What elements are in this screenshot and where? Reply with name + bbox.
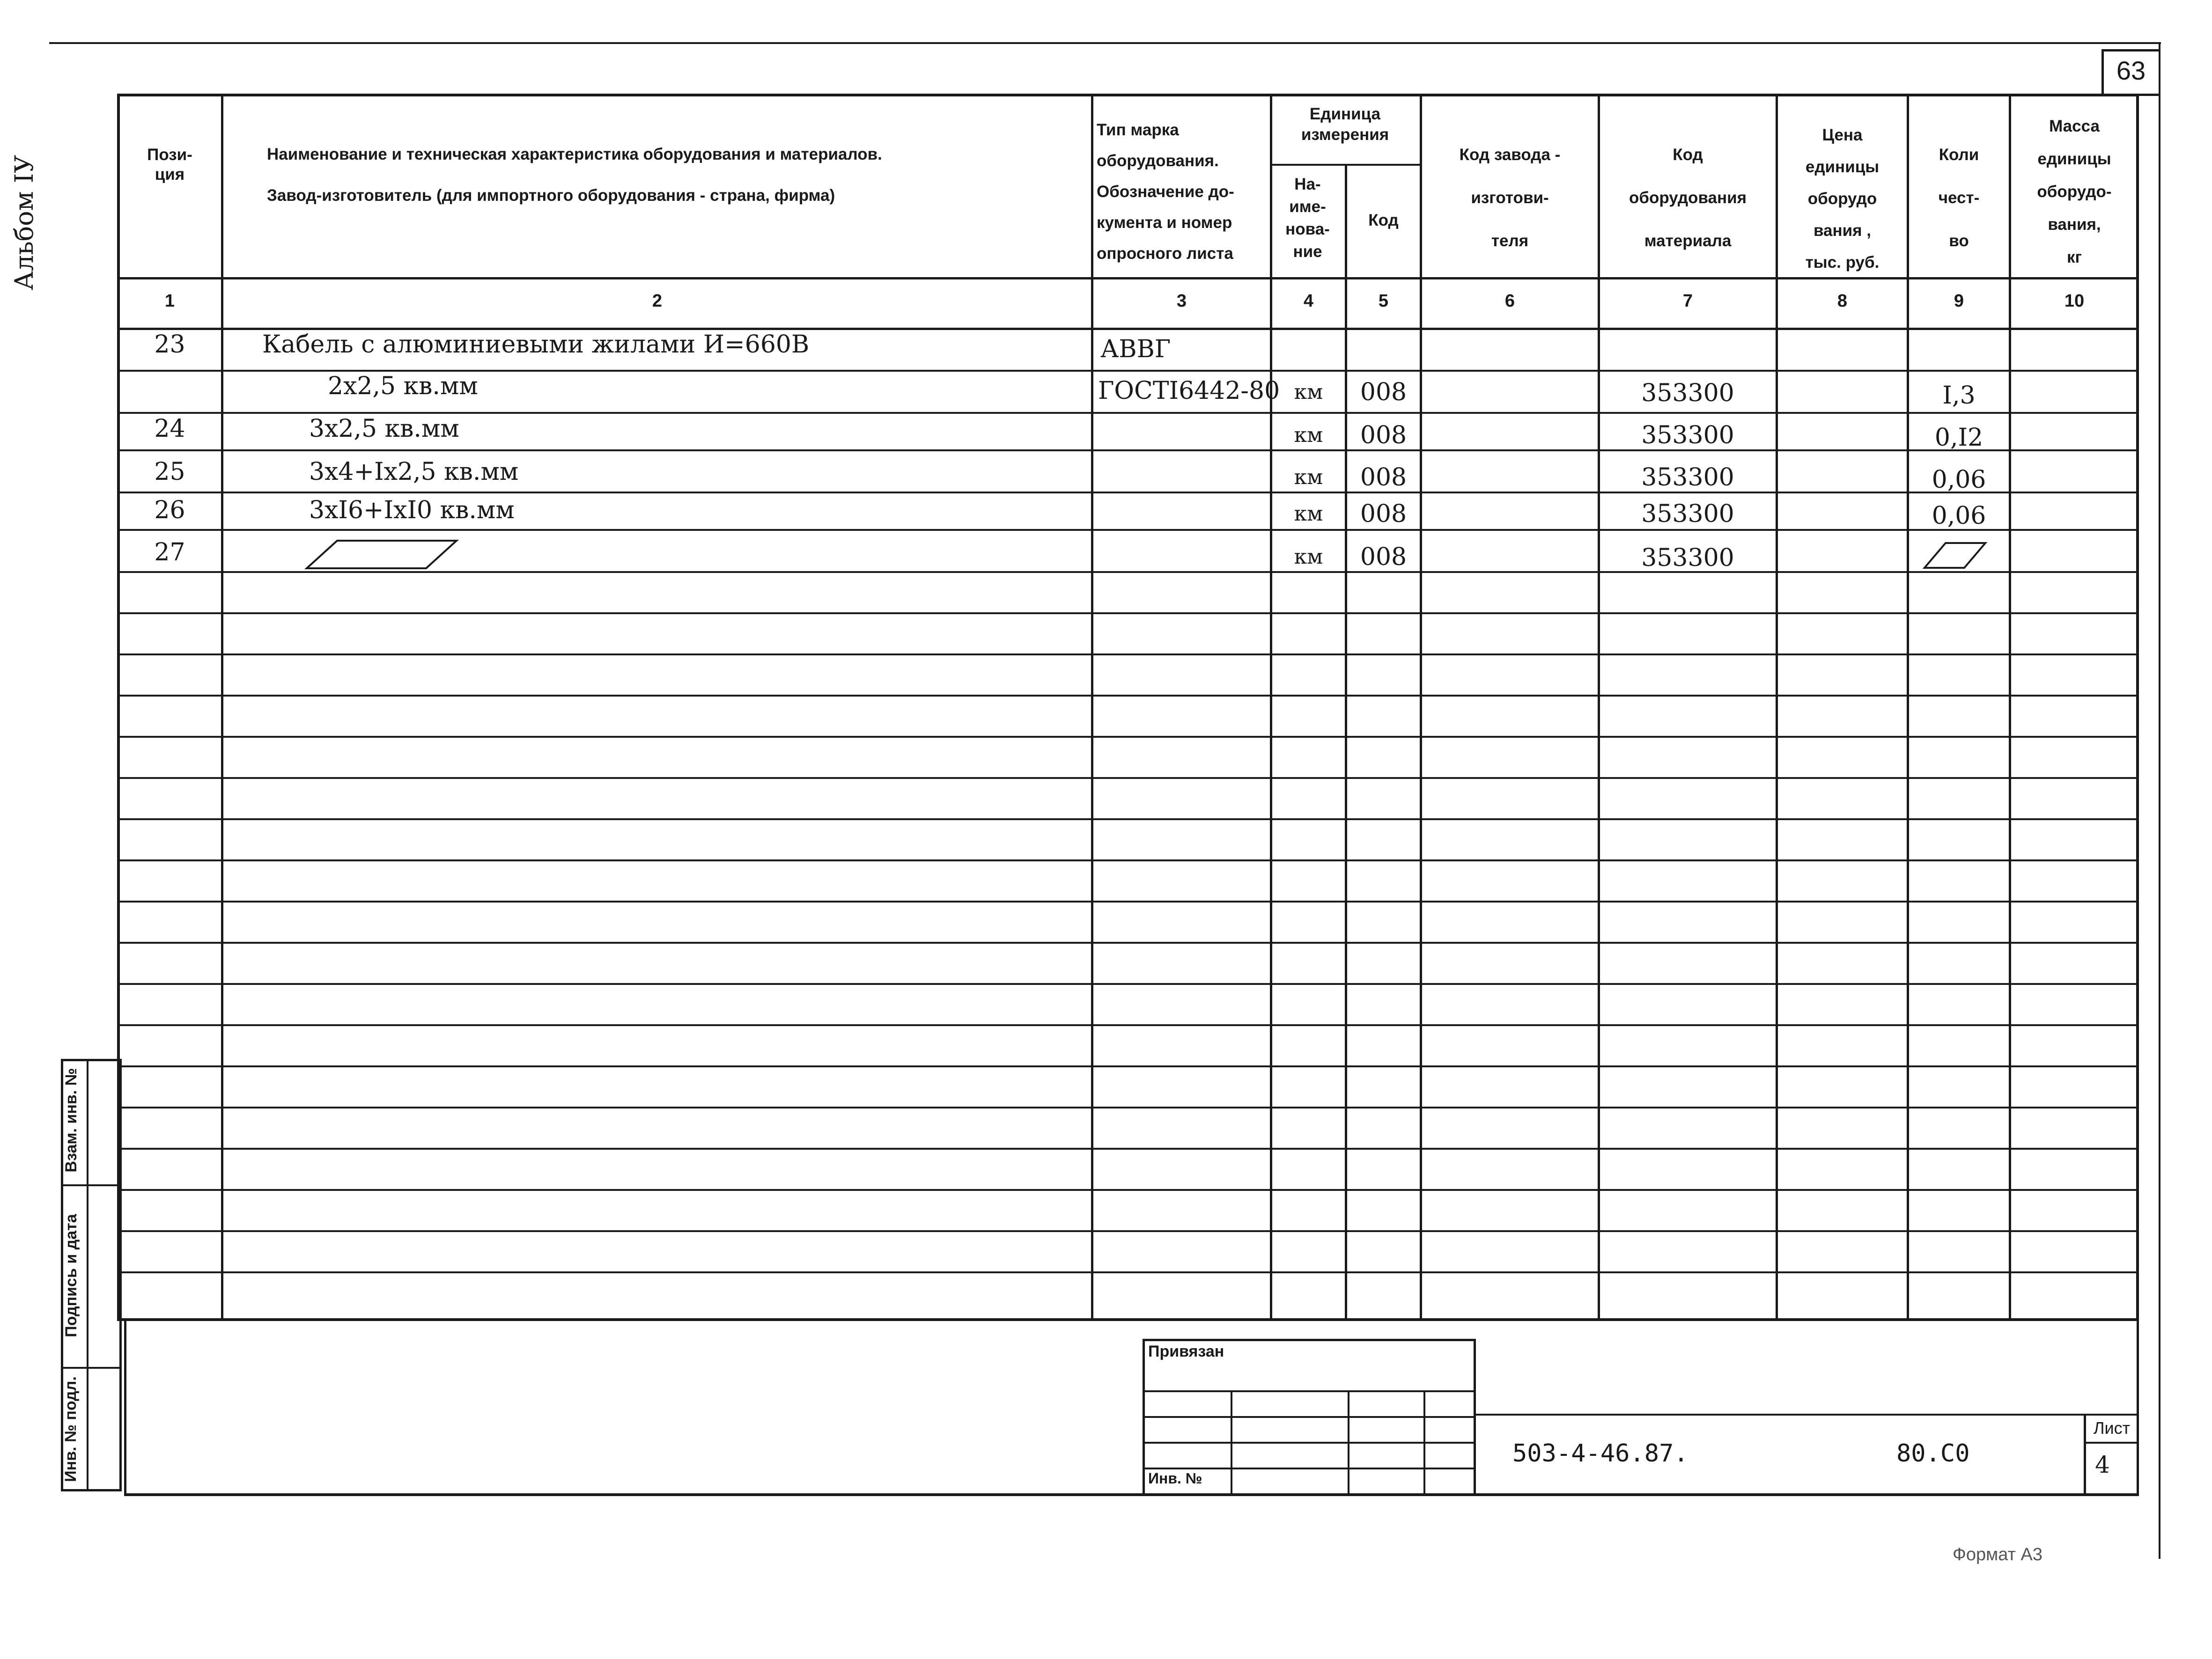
doc-code: 503-4-46.87. [1512, 1439, 1688, 1468]
row-line [117, 529, 2139, 531]
col-number: 6 [1504, 291, 1515, 311]
col-line-5 [1420, 94, 1422, 1321]
col-number: 2 [652, 291, 663, 311]
col-number: 9 [1954, 291, 1964, 311]
row-line [117, 449, 2139, 451]
side-label-signature-date: Подпись и дата [62, 1214, 80, 1337]
privyazan-label: Привязан [1148, 1343, 1224, 1360]
sheet-number: 4 [2095, 1451, 2110, 1478]
col-number: 5 [1378, 291, 1389, 311]
col4-header: На- име- нова- ние [1285, 175, 1330, 261]
row-unit-code: 008 [1360, 500, 1407, 528]
row-line [117, 1230, 2139, 1232]
row-line [117, 653, 2139, 655]
page-number: 63 [2116, 56, 2146, 85]
row-name: Кабель с алюминиевыми жилами И=660В [262, 330, 810, 359]
row-line [117, 1107, 2139, 1108]
row-line [117, 859, 2139, 861]
row-line [117, 612, 2139, 614]
row-qty: 0,I2 [1934, 424, 1983, 452]
row-line [117, 412, 2139, 414]
col-number: 7 [1682, 291, 1693, 311]
col9-header: Коли чест- во [1938, 146, 1980, 250]
row-type: АВВГ [1100, 335, 1171, 363]
col-number: 10 [2064, 291, 2085, 311]
sheet-box-line [2084, 1442, 2139, 1444]
side-label-inv-orig: Инв. № подл. [62, 1376, 80, 1482]
row-line [117, 1148, 2139, 1150]
row-line [117, 1271, 2139, 1273]
doc-code-line [1476, 1414, 2139, 1416]
col2-header: Наименование и техническая характеристика оборудования и материалов. Завод-изготовитель (для импортного оборудования - страна, фирма) [267, 145, 882, 205]
doc-section: 80.С0 [1896, 1439, 1970, 1468]
row-line [117, 777, 2139, 779]
col-line-1 [221, 94, 223, 1321]
row-line [117, 942, 2139, 944]
privyazan-vline [1423, 1390, 1425, 1496]
row-position: 26 [154, 496, 185, 524]
privyazan-vline [1348, 1390, 1349, 1496]
row-unit-code: 008 [1360, 543, 1407, 571]
format-label: Формат А3 [1953, 1545, 2043, 1564]
album-label: Альбом IУ [9, 154, 39, 290]
row-line [117, 1065, 2139, 1067]
row-qty: 0,06 [1932, 466, 1986, 494]
row-equip-code: 353300 [1641, 421, 1734, 449]
row-line [117, 571, 2139, 573]
row-unit: км [1294, 423, 1323, 447]
row-position: 27 [154, 538, 185, 566]
empty-mark-parallelogram [304, 538, 459, 571]
row-name: 3хI6+IхI0 кв.мм [309, 496, 515, 524]
privyazan-line [1143, 1416, 1476, 1418]
row-unit-code: 008 [1360, 378, 1407, 406]
col-number: 8 [1837, 291, 1848, 311]
col-number: 1 [164, 291, 175, 311]
row-type: ГОСТI6442-80 [1098, 377, 1280, 405]
col-line-2 [1091, 94, 1093, 1321]
col-line-8 [1907, 94, 1909, 1321]
side-stamp-divider [87, 1059, 88, 1491]
privyazan-line [1143, 1442, 1476, 1444]
col-number: 4 [1303, 291, 1314, 311]
col-line-9 [2009, 94, 2011, 1321]
row-unit: км [1294, 545, 1323, 569]
row-name: 3х4+Iх2,5 кв.мм [309, 458, 519, 486]
col6-header: Код завода - изготови- теля [1459, 146, 1561, 250]
row-line [117, 901, 2139, 903]
col-line-6 [1598, 94, 1600, 1321]
col3-header: Тип марка оборудования. Обозначение до- кумента и номер опросного листа [1097, 121, 1234, 263]
privyazan-line [1143, 1390, 1476, 1392]
privyazan-line [1143, 1468, 1476, 1469]
col8-header: Цена единицы оборудо вания , тыс. руб. [1805, 126, 1880, 272]
row-line [117, 983, 2139, 985]
row-line [117, 736, 2139, 738]
row-name: 3х2,5 кв.мм [309, 415, 459, 443]
colnum-bottom-line [117, 328, 2139, 330]
row-position: 23 [154, 330, 185, 359]
col-line-3 [1270, 94, 1272, 1321]
row-line [117, 1189, 2139, 1191]
row-line [117, 695, 2139, 697]
side-label-replace-inv: Взам. инв. № [62, 1068, 80, 1173]
col1-header: Пози- ция [147, 146, 192, 184]
sheet-label: Лист [2093, 1418, 2131, 1438]
privyazan-vline [1231, 1390, 1232, 1496]
row-equip-code: 353300 [1641, 463, 1734, 492]
col7-header: Код оборудования материала [1629, 146, 1747, 250]
title-block [124, 1318, 2139, 1496]
unit-group-header: Единица измерения [1301, 105, 1389, 144]
right-edge-line [2159, 42, 2160, 1559]
row-unit-code: 008 [1360, 421, 1407, 449]
col-number: 3 [1176, 291, 1187, 311]
row-unit: км [1294, 465, 1323, 489]
empty-mark-parallelogram [1922, 541, 1988, 571]
row-line [117, 492, 2139, 493]
top-border-line [49, 42, 2161, 44]
row-qty: I,3 [1942, 382, 1976, 410]
row-equip-code: 353300 [1641, 379, 1734, 407]
row-position: 24 [154, 415, 185, 443]
col5-header: Код [1368, 211, 1399, 229]
row-equip-code: 353300 [1641, 500, 1734, 528]
row-line [117, 1024, 2139, 1026]
col10-header: Масса единицы оборудо- вания, кг [2037, 117, 2112, 266]
row-unit-code: 008 [1360, 463, 1407, 492]
row-equip-code: 353300 [1641, 544, 1734, 572]
row-unit: км [1294, 502, 1323, 526]
inv-no-label: Инв. № [1148, 1470, 1202, 1487]
row-qty: 0,06 [1932, 502, 1986, 530]
row-position: 25 [154, 458, 185, 486]
row-line [117, 370, 2139, 372]
row-name: 2х2,5 кв.мм [328, 372, 478, 400]
row-line [117, 818, 2139, 820]
row-unit: км [1294, 380, 1323, 404]
